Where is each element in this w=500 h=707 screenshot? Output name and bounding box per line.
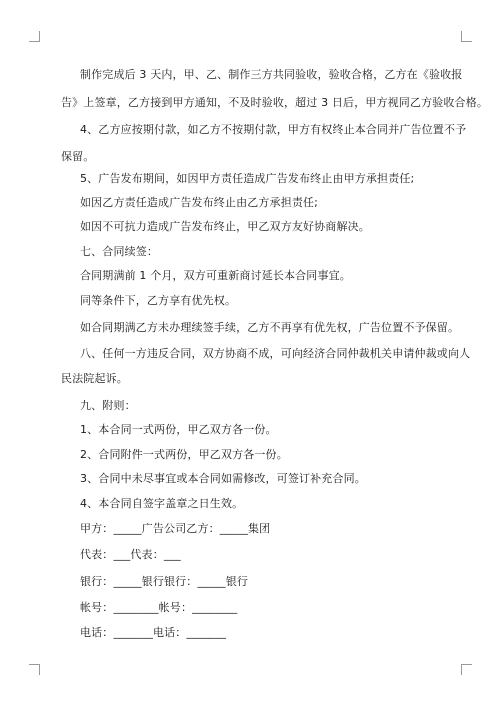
signature-phone-line: 电话：_______电话：_______ <box>80 626 226 639</box>
paragraph-line: 1、本合同一式两份，甲乙双方各一份。 <box>80 423 277 436</box>
signature-party-line: 甲方：_____广告公司乙方：_____集团 <box>80 522 271 535</box>
page-corner-mark-bottom-right <box>461 664 472 675</box>
paragraph-line: 民法院起诉。 <box>61 372 128 385</box>
paragraph-line: 合同期满前 1 个月，双方可重新商讨延长本合同事宜。 <box>80 269 351 282</box>
paragraph-line: 3、合同中未尽事宜或本合同如需修改，可签订补充合同。 <box>80 472 366 485</box>
page-corner-mark-top-right <box>461 31 472 42</box>
signature-account-line: 帐号：________帐号：________ <box>80 601 238 614</box>
paragraph-line: 八、任何一方违反合同，双方协商不成，可向经济合同仲裁机关申请仲裁或向人 <box>80 347 471 360</box>
paragraph-line: 如因乙方责任造成广告发布终止由乙方承担责任; <box>80 196 319 209</box>
page-corner-mark-top-left <box>29 31 40 42</box>
paragraph-line: 4、乙方应按期付款，如乙方不按期付款，甲方有权终止本合同并广告位置不予 <box>80 123 467 136</box>
page-corner-mark-bottom-left <box>29 664 40 675</box>
signature-representative-line: 代表：___代表：___ <box>80 548 181 561</box>
paragraph-line: 同等条件下，乙方享有优先权。 <box>80 294 237 307</box>
paragraph-line: 如因不可抗力造成广告发布终止，甲乙双方友好协商解决。 <box>80 220 370 233</box>
paragraph-line: 5、广告发布期间，如因甲方责任造成广告发布终止由甲方承担责任; <box>80 172 415 185</box>
paragraph-line: 告》上签章，乙方接到甲方通知，不及时验收，超过 3 日后，甲方视同乙方验收合格。 <box>61 96 488 109</box>
paragraph-line: 保留。 <box>61 150 95 163</box>
paragraph-line: 制作完成后 3 天内，甲、乙、制作三方共同验收，验收合格，乙方在《验收报 <box>80 68 463 81</box>
section-heading: 九、附则： <box>80 399 136 412</box>
section-heading: 七、合同续签： <box>80 245 159 258</box>
signature-bank-line: 银行：_____银行银行：_____银行 <box>80 575 248 588</box>
paragraph-line: 2、合同附件一式两份，甲乙双方各一份。 <box>80 448 288 461</box>
paragraph-line: 4、本合同自签字盖章之日生效。 <box>80 497 244 510</box>
paragraph-line: 如合同期满乙方未办理续签手续，乙方不再享有优先权，广告位置不予保留。 <box>80 321 460 334</box>
